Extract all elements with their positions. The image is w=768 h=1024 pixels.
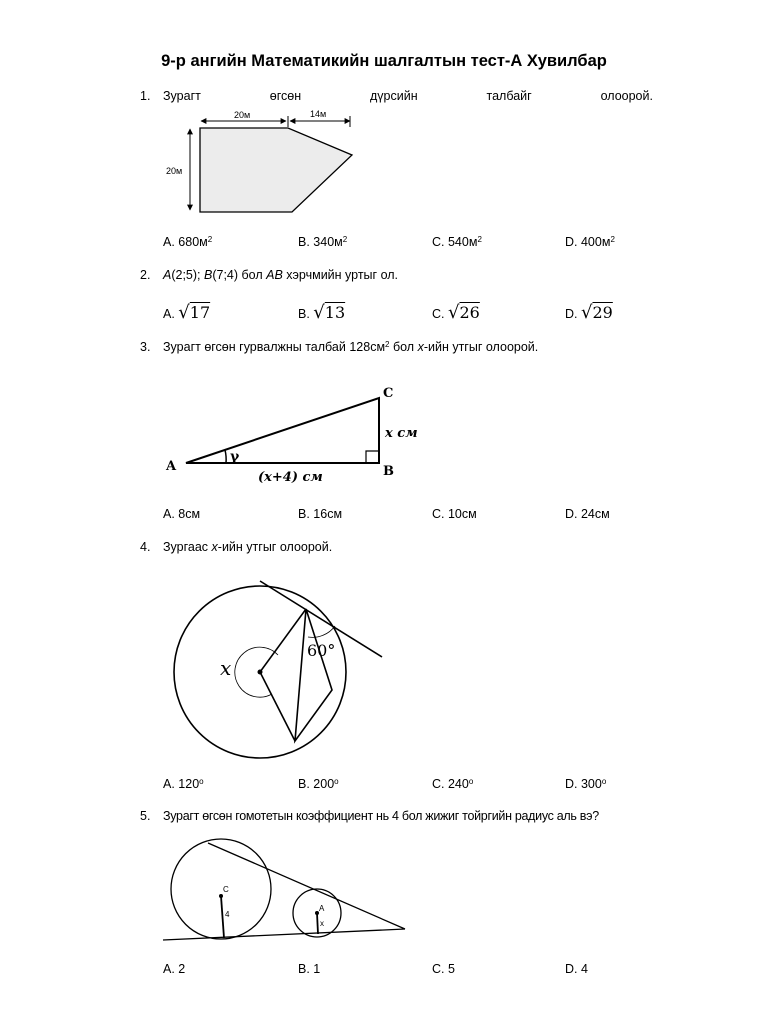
var-b: B xyxy=(204,268,213,282)
option-value: 29 xyxy=(592,303,613,322)
small-radius xyxy=(317,913,318,934)
option-value: 10см xyxy=(447,507,477,521)
small-radius-label: x xyxy=(320,919,324,928)
option-a[interactable] xyxy=(163,962,185,976)
big-radius-label: 4 xyxy=(225,910,230,919)
sqrt-icon: √ xyxy=(447,302,460,323)
text-part: (2;5); xyxy=(171,268,204,282)
option-sup: o xyxy=(468,777,474,786)
dim-label-top-left: 20м xyxy=(234,110,251,120)
word: Зурагт xyxy=(163,89,201,103)
text-part: -ийн утгыг олоорой. xyxy=(423,340,539,354)
option-value: 400м xyxy=(580,235,611,249)
option-sup: o xyxy=(199,777,204,786)
option-value: 4 xyxy=(580,962,588,976)
option-value: 17 xyxy=(189,303,211,322)
dim-label-side: 20м xyxy=(166,166,183,176)
option-value: 24см xyxy=(580,507,610,521)
text-part: Зурагт өгсөн гурвалжны талбай 128см xyxy=(163,340,386,354)
var-a: A xyxy=(163,268,172,282)
option-letter: B. xyxy=(298,777,310,791)
option-letter: D. xyxy=(565,777,578,791)
option-sup: o xyxy=(334,777,339,786)
center-c-label: C xyxy=(223,885,229,894)
option-value: 2 xyxy=(178,962,186,976)
question-number: 2. xyxy=(140,268,151,282)
option-letter: A. xyxy=(163,962,175,976)
option-letter: B. xyxy=(298,307,310,321)
center-a-label: A xyxy=(319,904,325,913)
option-letter: B. xyxy=(298,962,310,976)
option-letter: C. xyxy=(432,962,445,976)
option-value: 300 xyxy=(580,777,602,791)
option-letter: A. xyxy=(163,235,175,249)
question-number: 3. xyxy=(140,340,151,354)
option-value: 540м xyxy=(447,235,478,249)
option-letter: A. xyxy=(163,507,175,521)
option-letter: C. xyxy=(432,777,445,791)
text-part: бол xyxy=(389,340,418,354)
dim-label-top-right: 14м xyxy=(310,109,327,119)
base-label: (x+4) см xyxy=(258,470,323,485)
option-value: 680м xyxy=(178,235,208,249)
word: талбайг xyxy=(486,89,532,103)
option-b[interactable] xyxy=(298,962,320,976)
option-d[interactable] xyxy=(565,962,588,976)
angle-label: γ xyxy=(230,449,240,465)
sqrt-icon: √ xyxy=(313,302,325,323)
option-value: 16см xyxy=(313,507,343,521)
option-value: 200 xyxy=(313,777,335,791)
option-sup: 2 xyxy=(207,235,213,244)
option-letter: D. xyxy=(565,962,578,976)
vertex-a-label: A xyxy=(166,459,177,474)
option-sup: 2 xyxy=(477,235,482,244)
question-number: 4. xyxy=(140,540,151,554)
text-part: -ийн утгыг олоорой. xyxy=(217,540,333,554)
vertex-c-label: C xyxy=(383,386,394,401)
option-value: 26 xyxy=(459,303,480,322)
option-letter: A. xyxy=(163,777,175,791)
var-x: x xyxy=(211,540,218,554)
option-sup: o xyxy=(601,777,607,786)
side-label: x см xyxy=(385,426,418,441)
option-letter: D. xyxy=(565,235,578,249)
option-letter: C. xyxy=(432,235,445,249)
var-x: x xyxy=(417,340,424,354)
word: дүрсийн xyxy=(369,89,418,103)
word: өгсөн xyxy=(269,89,302,103)
option-letter: C. xyxy=(432,307,445,321)
sqrt-icon: √ xyxy=(178,302,190,323)
var-ab: AB xyxy=(266,268,283,282)
vertex-b-label: B xyxy=(383,464,394,479)
question-number: 5. xyxy=(140,809,151,823)
question-text: Зурагт өгсөн гомотетын коэффициент нь 4 бол жижиг тойргийн радиус аль вэ? xyxy=(163,809,599,823)
option-letter: B. xyxy=(298,507,310,521)
center-c-point xyxy=(219,894,223,898)
option-value: 120 xyxy=(178,777,200,791)
text-part: хэрчмийн уртыг ол. xyxy=(282,268,399,282)
question-number: 1. xyxy=(140,89,151,103)
option-value: 340м xyxy=(313,235,343,249)
word: олоорой. xyxy=(600,89,653,103)
sqrt-icon: √ xyxy=(580,302,593,323)
option-letter: C. xyxy=(432,507,445,521)
tangent-line-top xyxy=(208,843,405,929)
option-letter: D. xyxy=(565,307,578,321)
option-sup: 2 xyxy=(342,235,348,244)
angle-60-label: 60° xyxy=(307,641,336,660)
option-value: 8см xyxy=(178,507,201,521)
angle-x-label: x xyxy=(220,656,232,680)
big-circle xyxy=(171,839,271,939)
option-value: 240 xyxy=(447,777,469,791)
big-radius xyxy=(221,896,224,938)
option-value: 1 xyxy=(313,962,321,976)
option-value: 13 xyxy=(324,303,346,322)
text-part: Зургаас xyxy=(163,540,212,554)
page-title: 9-р ангийн Математикийн шалгалтын тест-А Хувилбар xyxy=(161,52,607,70)
text-part: (7;4) бол xyxy=(212,268,267,282)
option-c[interactable] xyxy=(432,962,455,976)
option-sup: 2 xyxy=(610,235,615,244)
option-letter: B. xyxy=(298,235,310,249)
text-sup: 2 xyxy=(385,340,390,349)
option-letter: A. xyxy=(163,307,175,321)
option-letter: D. xyxy=(565,507,578,521)
option-value: 5 xyxy=(447,962,455,976)
